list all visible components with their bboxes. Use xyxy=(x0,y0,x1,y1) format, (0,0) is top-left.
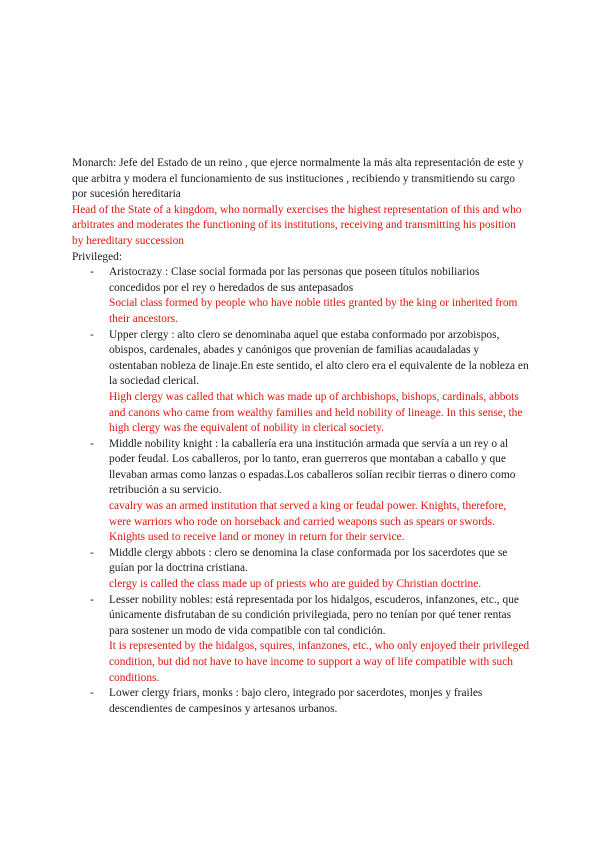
item-text-en: Social class formed by people who have noble titles granted by the king or inherited from their ancestors. xyxy=(109,297,518,325)
list-bullet: - xyxy=(90,546,94,559)
monarch-definition-es: Monarch: Jefe del Estado de un reino , que ejerce normalmente la más alta representación de este y que arbitra y modera el funcionamiento de sus instituciones , recibiendo y transmitiendo su cargo por sucesión hereditaria xyxy=(72,157,524,201)
list-item xyxy=(90,686,530,717)
item-text-en: High clergy was called that which was made up of archbishops, bishops, cardinals, abbots and canons who came from wealthy families and held nobility of lineage. In this sense, the high clergy was the equivalent of nobility in clerical society. xyxy=(109,390,523,435)
list-item xyxy=(90,593,530,687)
list-bullet: - xyxy=(90,593,94,606)
list-item xyxy=(90,328,530,437)
list-bullet: - xyxy=(90,266,94,279)
list-item xyxy=(90,265,530,327)
privileged-list xyxy=(72,265,530,717)
item-text-es: Lesser nobility nobles: está representada por los hidalgos, escuderos, infanzones, etc., que únicamente disfrutaban de su condición privilegiada, pero no tenían por qué tener rentas para sostener un modo de vida compatible con tal condición. xyxy=(109,593,519,637)
item-text-es: Middle clergy abbots : clero se denomina la clase conformada por los sacerdotes que se guían por la doctrina cristiana. xyxy=(109,546,508,575)
item-text-en: It is represented by the hidalgos, squires, infanzones, etc., who only enjoyed their privileged condition, but did not have to have income to support a way of life compatible with such conditions. xyxy=(109,640,530,684)
list-item xyxy=(90,437,530,546)
monarch-definition-en: Head of the State of a kingdom, who normally exercises the highest representation of this and who arbitrates and moderates the functioning of its institutions, receiving and transmitting his position by hereditary succession xyxy=(72,203,522,247)
item-text-en: cavalry was an armed institution that served a king or feudal power. Knights, therefore, were warriors who rode on horseback and carried weapons such as spears or swords. Knights used to receive land or money in return for their service. xyxy=(109,500,507,544)
item-text-es: Middle nobility knight : la caballería era una institución armada que servía a un rey o al poder feudal. Los caballeros, por lo tanto, eran guerreros que montaban a caballo y que llevaban armas como lanzas o espadas.Los caballeros solían recibir tierras o dinero como retribución a su servicio. xyxy=(109,437,516,497)
list-bullet: - xyxy=(90,328,94,341)
list-bullet: - xyxy=(90,437,94,450)
privileged-heading: Privileged: xyxy=(72,250,122,263)
item-text-es: Aristocrazy : Clase social formada por las personas que poseen títulos nobiliarios concedidos por el rey o heredados de sus antepasados xyxy=(109,266,480,294)
item-text-es: Lower clergy friars, monks : bajo clero, integrado por sacerdotes, monjes y frailes descendientes de campesinos y artesanos urbanos. xyxy=(109,687,483,715)
item-text-en: clergy is called the class made up of priests who are guided by Christian doctrine. xyxy=(109,578,482,591)
item-text-es: Upper clergy : alto clero se denominaba aquel que estaba conformado por arzobispos, obispos, cardenales, abades y canónigos que provenían de familias acaudaladas y ostentaban nobleza de linaje.En este sentido, el alto clero era el equivalente de la nobleza en la sociedad clerical. xyxy=(109,328,529,388)
list-bullet: - xyxy=(90,687,94,700)
list-item xyxy=(90,546,530,593)
